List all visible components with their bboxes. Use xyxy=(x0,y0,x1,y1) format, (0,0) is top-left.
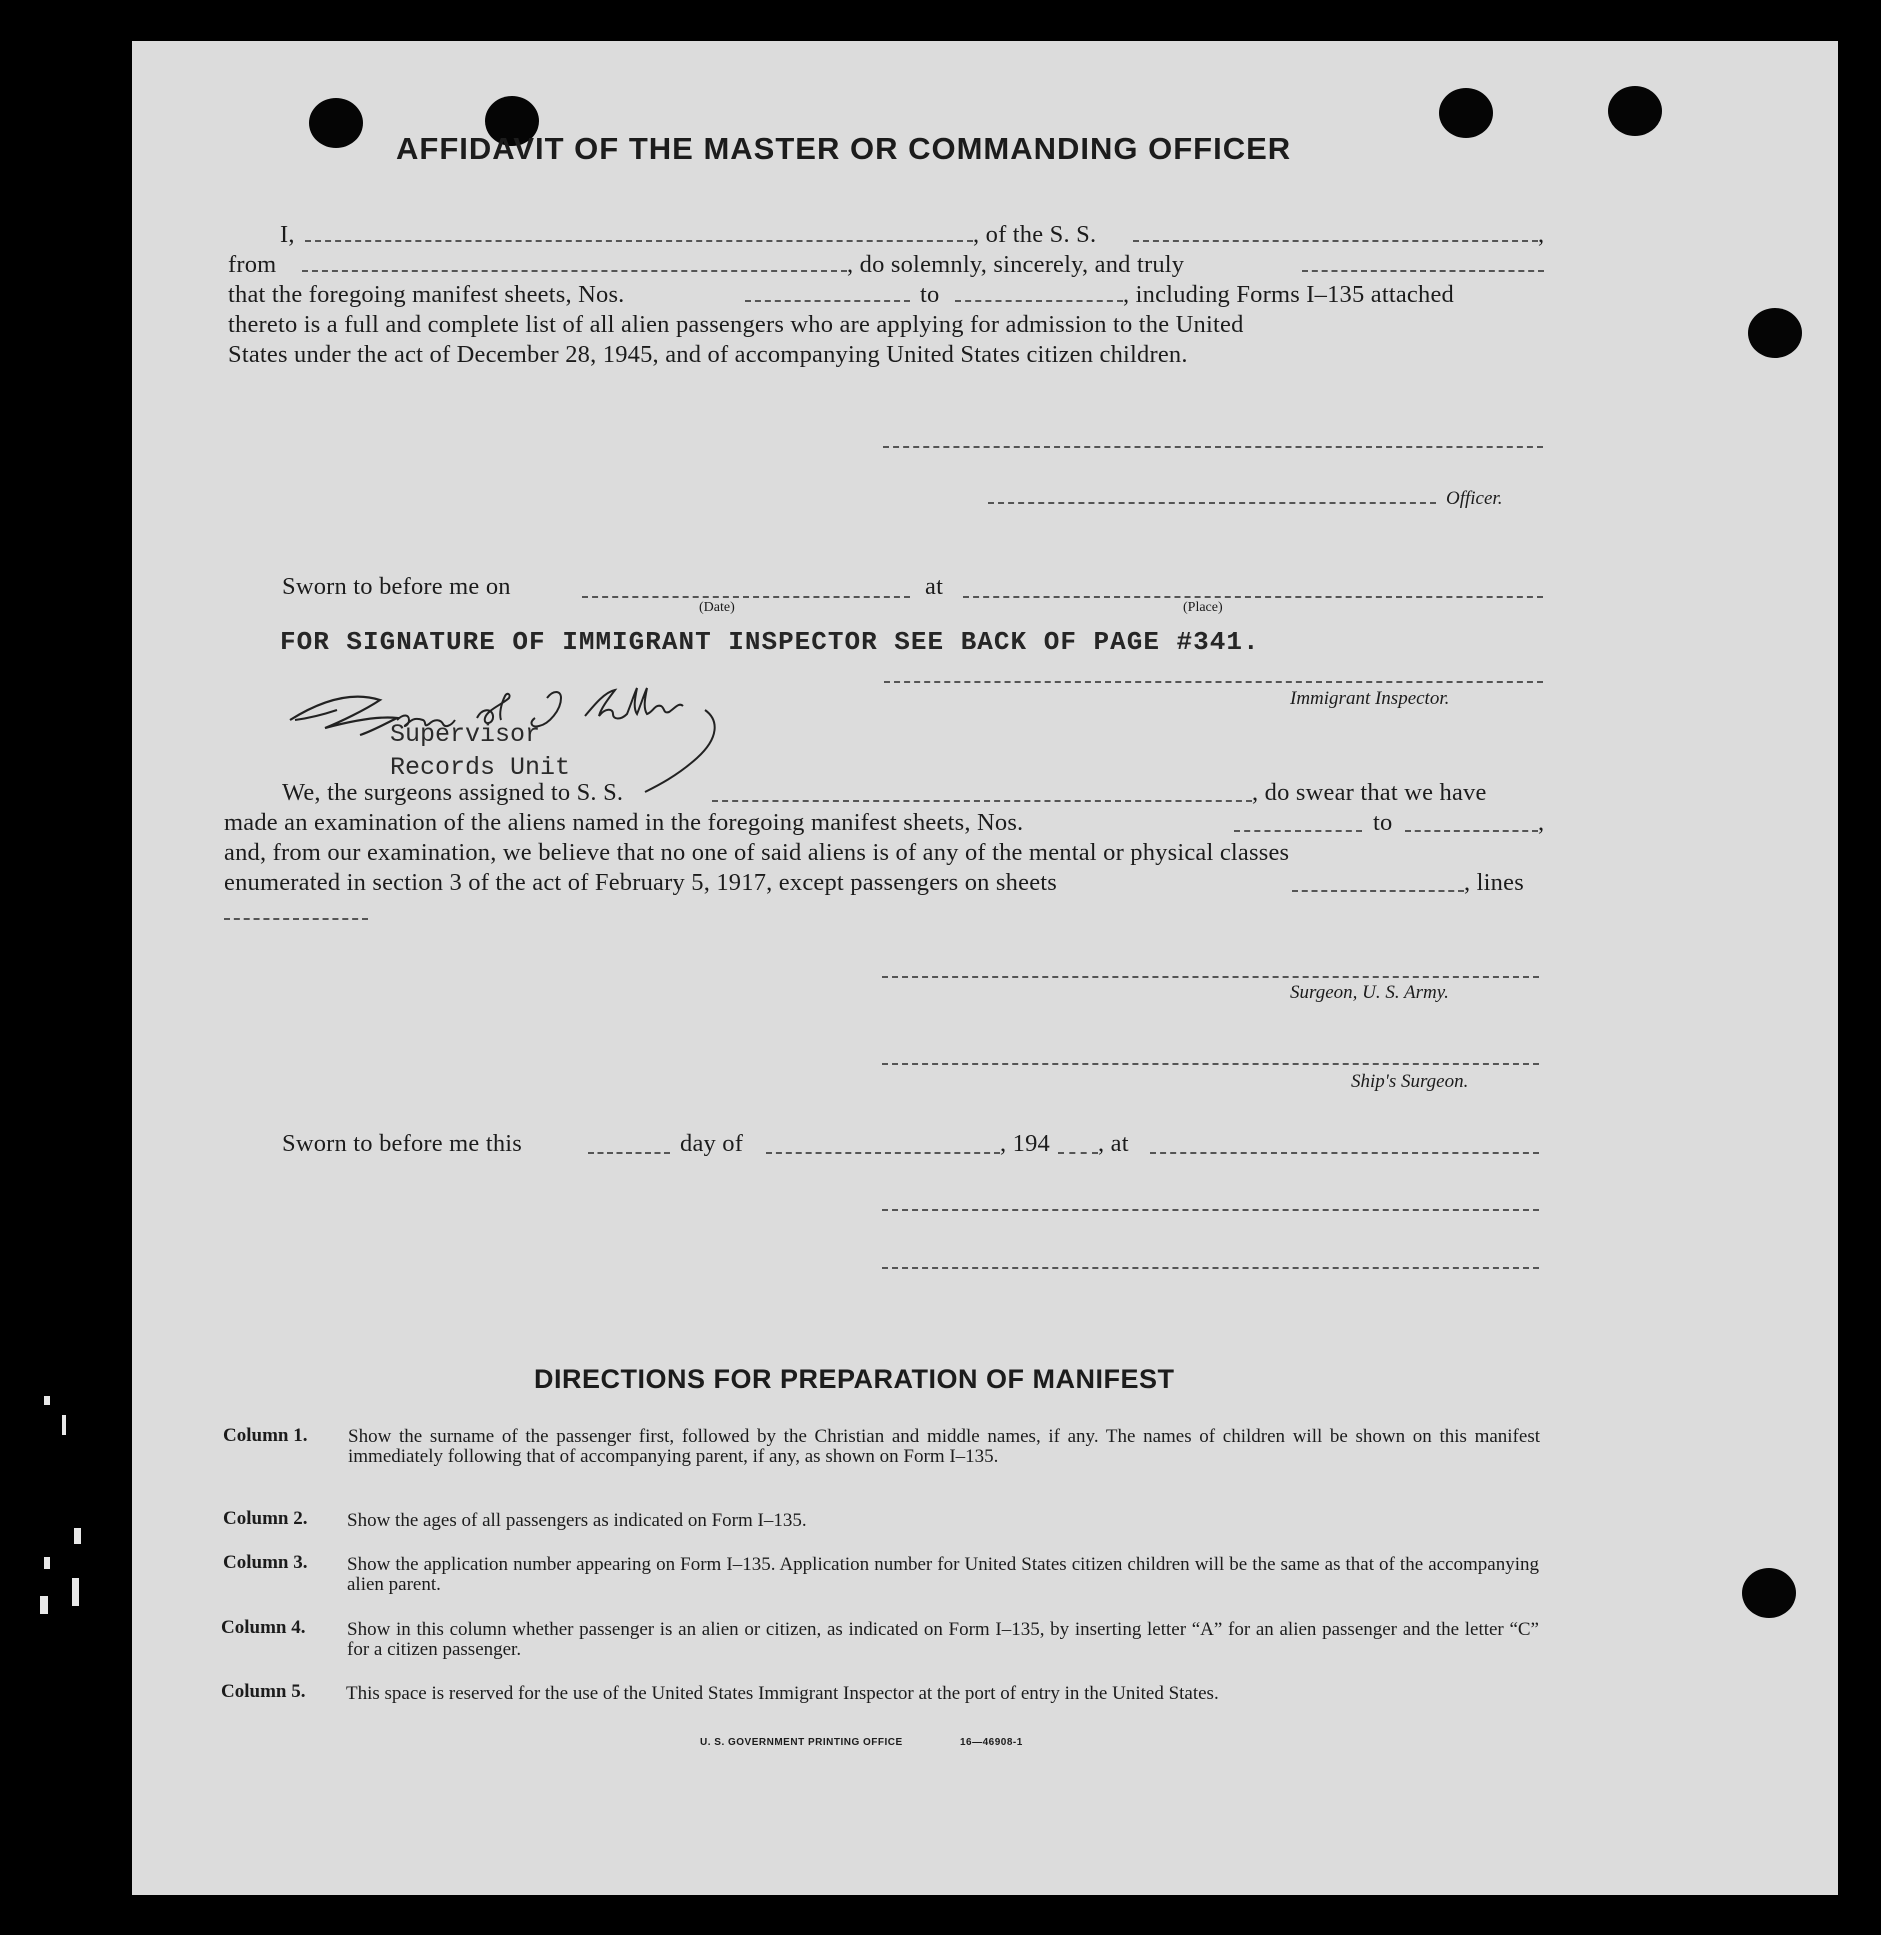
fill-line xyxy=(955,300,1123,302)
affidavit-text: States under the act of December 28, 1945, and of accompanying United States citizen children. xyxy=(228,341,1188,368)
army-surgeon-caption: Surgeon, U. S. Army. xyxy=(1290,982,1449,1003)
fill-line xyxy=(1133,240,1538,242)
signature-line xyxy=(882,1063,1539,1065)
scan-speck xyxy=(40,1596,48,1614)
fill-line xyxy=(588,1152,670,1154)
direction-text: Show the surname of the passenger first, followed by the Christian and middle names, if any. The names of children will be shown on this manifest immediately following that of accompanying parent, if any, as shown on Form I–135. xyxy=(348,1426,1540,1467)
affidavit-text: that the foregoing manifest sheets, Nos. xyxy=(228,281,625,308)
fill-line xyxy=(1150,1152,1539,1154)
date-line xyxy=(582,596,910,598)
inspector-caption: Immigrant Inspector. xyxy=(1290,688,1450,709)
fill-line xyxy=(745,300,910,302)
direction-label: Column 3. xyxy=(223,1552,308,1573)
scan-speck xyxy=(74,1528,81,1544)
fill-line xyxy=(224,918,368,920)
affidavit-text: , xyxy=(1538,221,1545,248)
form-code: 16—46908-1 xyxy=(960,1737,1023,1748)
signature-line xyxy=(882,1267,1539,1269)
surgeons-text: , do swear that we have xyxy=(1252,779,1487,806)
scan-speck xyxy=(44,1396,50,1405)
printer-imprint: U. S. GOVERNMENT PRINTING OFFICE xyxy=(700,1737,903,1748)
surgeons-text: to xyxy=(1373,809,1393,836)
direction-label: Column 2. xyxy=(223,1508,308,1529)
signature-line xyxy=(882,1209,1539,1211)
affidavit-title: AFFIDAVIT OF THE MASTER OR COMMANDING OFFICER xyxy=(396,131,1292,166)
direction-text: Show the application number appearing on Form I–135. Application number for United States citizen children will be the same as that of the accompanying alien parent. xyxy=(347,1554,1539,1595)
fill-line xyxy=(766,1152,1000,1154)
affidavit-text: I, xyxy=(280,221,295,248)
surgeons-text: enumerated in section 3 of the act of February 5, 1917, except passengers on sheets xyxy=(224,869,1058,896)
sworn-text: day of xyxy=(680,1130,744,1157)
signature-line xyxy=(882,976,1539,978)
fill-line xyxy=(1405,830,1538,832)
affidavit-text: , including Forms I–135 attached xyxy=(1123,281,1454,308)
direction-label: Column 4. xyxy=(221,1617,306,1638)
direction-text: Show in this column whether passenger is an alien or citizen, as indicated on Form I–135, by inserting letter “A” for an alien passenger and the letter “C” for a citizen passenger. xyxy=(347,1619,1539,1660)
sworn-text: Sworn to before me on xyxy=(282,573,511,600)
fill-line xyxy=(712,800,1252,802)
date-caption: (Date) xyxy=(699,600,735,615)
surgeons-text: and, from our examination, we believe that no one of said aliens is of any of the mental or physical classes xyxy=(224,839,1290,866)
direction-label: Column 1. xyxy=(223,1425,308,1446)
surgeons-text: made an examination of the aliens named in the foregoing manifest sheets, Nos. xyxy=(224,809,1024,836)
surgeons-text: We, the surgeons assigned to S. S. xyxy=(282,779,624,806)
direction-text: Show the ages of all passengers as indicated on Form I–135. xyxy=(347,1510,807,1531)
sworn-text: at xyxy=(925,573,944,600)
affidavit-text: , of the S. S. xyxy=(973,221,1097,248)
sworn-text: , 194 xyxy=(1000,1130,1050,1157)
signature-line xyxy=(884,681,1543,683)
directions-title: DIRECTIONS FOR PREPARATION OF MANIFEST xyxy=(534,1364,1175,1394)
place-line xyxy=(963,596,1543,598)
punch-hole xyxy=(309,98,363,148)
fill-line xyxy=(1058,1152,1098,1154)
signature-line xyxy=(883,446,1543,448)
signature-title-line2: Records Unit xyxy=(390,753,571,782)
fill-line xyxy=(1234,830,1362,832)
signature-line xyxy=(988,502,1436,504)
surgeons-text: , lines xyxy=(1464,869,1524,896)
inspector-stamp: FOR SIGNATURE OF IMMIGRANT INSPECTOR SEE BACK OF PAGE #341. xyxy=(280,627,1260,657)
surgeons-text: , xyxy=(1538,809,1545,836)
punch-hole xyxy=(1748,308,1802,358)
fill-line xyxy=(305,240,973,242)
sworn-text: , at xyxy=(1098,1130,1129,1157)
punch-hole xyxy=(1439,88,1493,138)
fill-line xyxy=(1302,270,1544,272)
fill-line xyxy=(1292,890,1464,892)
scan-speck xyxy=(62,1415,66,1435)
officer-caption: Officer. xyxy=(1446,488,1503,509)
fill-line xyxy=(302,270,847,272)
affidavit-text: to xyxy=(920,281,940,308)
sworn-text: Sworn to before me this xyxy=(282,1130,523,1157)
direction-label: Column 5. xyxy=(221,1681,306,1702)
scan-speck xyxy=(72,1578,79,1606)
signature-title-line1: Supervisor xyxy=(390,720,541,749)
scan-speck xyxy=(44,1557,50,1569)
affidavit-text: thereto is a full and complete list of all alien passengers who are applying for admission to the United xyxy=(228,311,1244,338)
place-caption: (Place) xyxy=(1183,600,1223,615)
punch-hole xyxy=(1742,1568,1796,1618)
direction-text: This space is reserved for the use of the United States Immigrant Inspector at the port of entry in the United States. xyxy=(346,1683,1219,1704)
affidavit-text: , do solemnly, sincerely, and truly xyxy=(847,251,1185,278)
punch-hole xyxy=(1608,86,1662,136)
affidavit-text: from xyxy=(228,251,277,278)
ship-surgeon-caption: Ship's Surgeon. xyxy=(1351,1071,1469,1092)
